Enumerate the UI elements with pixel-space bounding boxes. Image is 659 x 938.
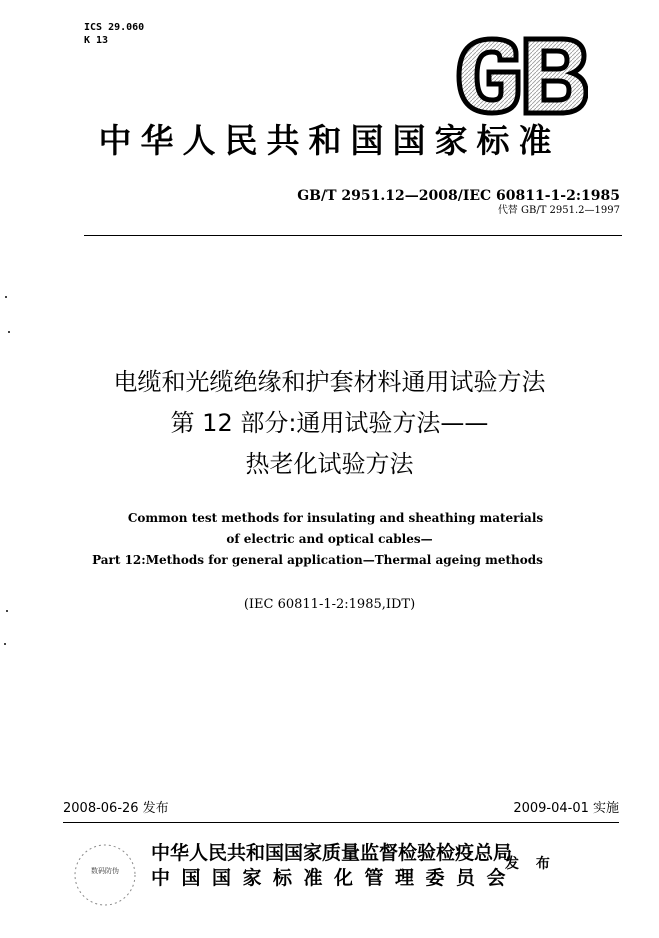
standard-number: GB/T 2951.12—2008/IEC 60811-1-2:1985	[297, 188, 620, 204]
chinese-title-line-3: 热老化试验方法	[245, 450, 414, 478]
scan-speck	[4, 643, 6, 645]
effective-date: 2009-04-01 实施	[513, 801, 619, 816]
publish-label: 发 布	[505, 856, 556, 872]
issue-date: 2008-06-26 发布	[63, 801, 169, 816]
adoption-note: (IEC 60811-1-2:1985,IDT)	[243, 597, 416, 612]
header-divider	[84, 235, 622, 236]
chinese-title-line-2: 第 12 部分:通用试验方法——	[170, 409, 489, 437]
ccs-code: K 13	[84, 35, 109, 46]
stamp-label: 数码防伪	[91, 867, 119, 875]
english-title-line-3: Part 12:Methods for general application—Thermal ageing methods	[92, 553, 543, 567]
replaces-note: 代替 GB/T 2951.2—1997	[497, 205, 620, 216]
english-title-line-2: of electric and optical cables—	[226, 532, 433, 546]
scan-speck	[5, 296, 7, 298]
ics-code: ICS 29.060	[84, 22, 145, 33]
issuer-sac: 中国国家标准化管理委员会	[151, 867, 518, 889]
classification-codes	[84, 21, 144, 47]
issuer-aqsiq: 中华人民共和国国家质量监督检验检疫总局	[151, 842, 513, 864]
scan-speck	[8, 331, 10, 333]
chinese-title-line-1: 电缆和光缆绝缘和护套材料通用试验方法	[113, 368, 546, 396]
gb-logo-icon	[456, 36, 588, 116]
standard-type-heading: 中华人民共和国国家标准	[98, 121, 561, 160]
english-title-line-1: Common test methods for insulating and sheathing materials	[127, 511, 544, 525]
footer-divider	[63, 822, 619, 823]
scan-speck	[6, 610, 8, 612]
